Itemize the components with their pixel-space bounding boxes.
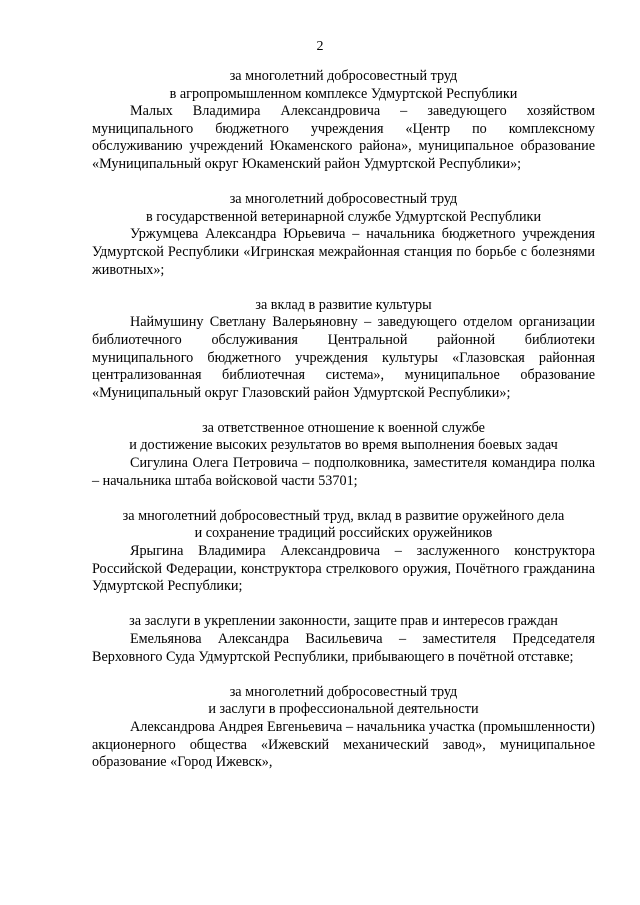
nominee-paragraph: Сигулина Олега Петровича – подполковника, заместителя командира полка – начальника штаба войсковой части 53701; [92,455,595,489]
section-heading: за многолетний добросовестный труд, вклад в развитие оружейного дела [122,507,565,524]
document-body [92,68,595,789]
award-section-veterinary [92,191,595,279]
nominee-paragraph: Малых Владимира Александровича – заведующего хозяйством муниципального бюджетного учреждения «Центр по комплексному обслуживанию учреждений Юкаменского района», муниципальное образование «Муниципальный округ Юкаменский район Удмуртской Республики»; [92,103,595,172]
award-section-agro [92,68,595,174]
award-section-professional [92,684,595,772]
section-heading: за многолетний добросовестный труд [229,683,458,700]
award-section-culture [92,297,595,403]
section-heading: за заслуги в укреплении законности, защите прав и интересов граждан [129,613,558,630]
award-section-law [92,613,595,666]
section-heading: и заслуги в профессиональной деятельности [208,701,479,718]
section-heading: и достижение высоких результатов во время выполнения боевых задач [129,437,558,454]
award-section-gunsmith [92,508,595,596]
nominee-paragraph: Уржумцева Александра Юрьевича – начальника бюджетного учреждения Удмуртской Республики «Игринская межрайонная станция по борьбе с болезнями животных»; [92,226,595,278]
nominee-paragraph: Емельянова Александра Васильевича – заместителя Председателя Верховного Суда Удмуртской Республики, прибывающего в почётной отставке; [92,631,595,665]
nominee-paragraph: Александрова Андрея Евгеньевича – начальника участка (промышленности) акционерного общества «Ижевский механический завод», муниципальное образование «Город Ижевск», [92,718,595,771]
page-number: 2 [316,39,324,54]
section-heading: за вклад в развитие культуры [255,296,432,313]
award-section-military [92,420,595,490]
section-heading: в агропромышленном комплексе Удмуртской Республики [169,85,518,102]
section-heading: в государственной ветеринарной службе Удмуртской Республики [145,208,542,225]
section-heading: и сохранение традиций российских оружейников [194,525,493,542]
section-heading: за многолетний добросовестный труд [229,68,458,84]
nominee-paragraph: Ярыгина Владимира Александровича – заслуженного конструктора Российской Федерации, конструктора стрелкового оружия, Почётного гражданина Удмуртской Республики; [92,543,595,595]
section-heading: за ответственное отношение к военной службе [202,419,485,436]
nominee-paragraph: Наймушину Светлану Валерьяновну – заведующего отделом организации библиотечного обслуживания Центральной районной библиотеки муниципального бюджетного учреждения культуры «Глазовская районная централизованная библиотечная система», муниципальное образование «Муниципальный округ Глазовский район Удмуртской Республики»; [92,314,595,401]
section-heading: за многолетний добросовестный труд [229,191,458,208]
